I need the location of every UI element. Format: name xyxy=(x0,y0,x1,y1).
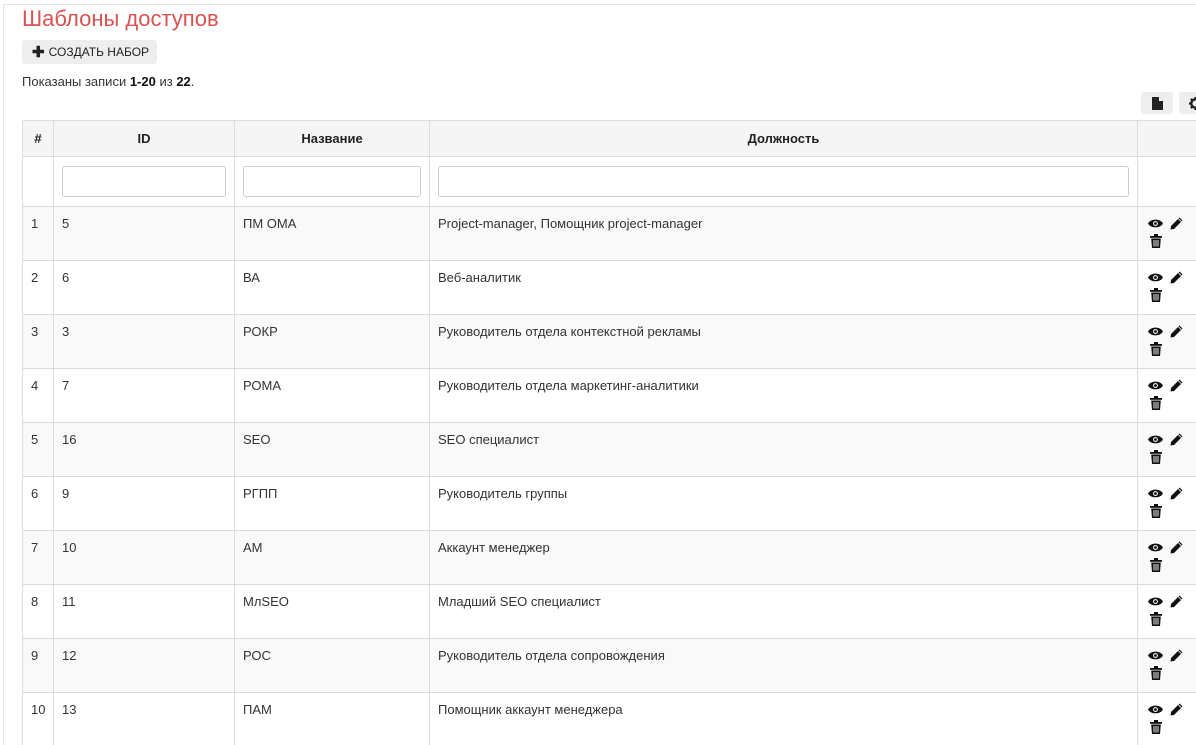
row-name: МлSEO xyxy=(235,585,430,639)
view-eye-icon[interactable] xyxy=(1148,486,1163,501)
table-row xyxy=(23,423,1196,477)
row-actions xyxy=(1138,693,1196,745)
row-num: 10 xyxy=(23,693,54,745)
row-name: РОС xyxy=(235,639,430,693)
row-position: Project-manager, Помощник project-manager xyxy=(430,207,1138,261)
table-header-row xyxy=(23,121,1196,157)
gear-icon xyxy=(1189,97,1196,110)
row-num: 1 xyxy=(23,207,54,261)
view-eye-icon[interactable] xyxy=(1148,540,1163,555)
delete-trash-icon[interactable] xyxy=(1148,503,1163,518)
edit-pencil-icon[interactable] xyxy=(1169,594,1184,609)
table-row xyxy=(23,693,1196,745)
row-num: 4 xyxy=(23,369,54,423)
row-id: 10 xyxy=(54,531,235,585)
row-position: Веб-аналитик xyxy=(430,261,1138,315)
row-position: Помощник аккаунт менеджера xyxy=(430,693,1138,745)
row-position: Руководитель отдела сопровождения xyxy=(430,639,1138,693)
row-num: 8 xyxy=(23,585,54,639)
filter-position-input[interactable] xyxy=(438,166,1129,197)
row-name: АМ xyxy=(235,531,430,585)
left-divider xyxy=(3,4,4,745)
view-eye-icon[interactable] xyxy=(1148,270,1163,285)
edit-pencil-icon[interactable] xyxy=(1169,486,1184,501)
filter-cell-name xyxy=(235,157,430,207)
edit-pencil-icon[interactable] xyxy=(1169,378,1184,393)
row-num: 3 xyxy=(23,315,54,369)
create-set-label: СОЗДАТЬ НАБОР xyxy=(48,45,150,59)
row-id: 6 xyxy=(54,261,235,315)
view-eye-icon[interactable] xyxy=(1148,216,1163,231)
row-id: 7 xyxy=(54,369,235,423)
settings-button[interactable] xyxy=(1179,92,1196,114)
row-actions xyxy=(1138,531,1196,585)
row-actions xyxy=(1138,639,1196,693)
row-actions xyxy=(1138,585,1196,639)
delete-trash-icon[interactable] xyxy=(1148,341,1163,356)
row-position: Младший SEO специалист xyxy=(430,585,1138,639)
row-actions xyxy=(1138,369,1196,423)
row-name: ПМ ОМА xyxy=(235,207,430,261)
row-position: Аккаунт менеджер xyxy=(430,531,1138,585)
summary-range: 1-20 xyxy=(129,74,156,89)
table-row xyxy=(23,477,1196,531)
col-header-name[interactable]: Название xyxy=(235,121,430,157)
filter-name-input[interactable] xyxy=(243,166,421,197)
filter-row xyxy=(23,157,1196,207)
delete-trash-icon[interactable] xyxy=(1148,287,1163,302)
edit-pencil-icon[interactable] xyxy=(1169,432,1184,447)
row-name: ПАМ xyxy=(235,693,430,745)
table-row xyxy=(23,585,1196,639)
row-id: 13 xyxy=(54,693,235,745)
row-num: 2 xyxy=(23,261,54,315)
row-name: РОКР xyxy=(235,315,430,369)
summary-prefix: Показаны записи xyxy=(22,74,130,89)
col-header-num: # xyxy=(23,121,54,157)
edit-pencil-icon[interactable] xyxy=(1169,702,1184,717)
row-id: 5 xyxy=(54,207,235,261)
row-id: 9 xyxy=(54,477,235,531)
summary-middle: из xyxy=(155,74,177,89)
top-divider xyxy=(3,4,1196,5)
row-name: SEO xyxy=(235,423,430,477)
file-icon xyxy=(1152,97,1163,110)
filter-cell-position xyxy=(430,157,1138,207)
row-id: 12 xyxy=(54,639,235,693)
summary-suffix: . xyxy=(190,74,195,89)
row-position: SEO специалист xyxy=(430,423,1138,477)
summary-total: 22 xyxy=(176,74,191,89)
row-position: Руководитель отдела контекстной рекламы xyxy=(430,315,1138,369)
filter-cell-actions xyxy=(1138,157,1196,207)
row-num: 6 xyxy=(23,477,54,531)
filter-cell-num xyxy=(23,157,54,207)
row-actions xyxy=(1138,477,1196,531)
table-row xyxy=(23,207,1196,261)
filter-cell-id xyxy=(54,157,235,207)
edit-pencil-icon[interactable] xyxy=(1169,270,1184,285)
delete-trash-icon[interactable] xyxy=(1148,665,1163,680)
export-button[interactable] xyxy=(1141,92,1173,114)
edit-pencil-icon[interactable] xyxy=(1169,324,1184,339)
view-eye-icon[interactable] xyxy=(1148,648,1163,663)
row-actions xyxy=(1138,315,1196,369)
row-id: 11 xyxy=(54,585,235,639)
edit-pencil-icon[interactable] xyxy=(1169,540,1184,555)
delete-trash-icon[interactable] xyxy=(1148,557,1163,572)
edit-pencil-icon[interactable] xyxy=(1169,648,1184,663)
records-summary xyxy=(22,74,194,89)
row-num: 5 xyxy=(23,423,54,477)
row-num: 9 xyxy=(23,639,54,693)
table-row xyxy=(23,261,1196,315)
row-actions xyxy=(1138,207,1196,261)
row-id: 3 xyxy=(54,315,235,369)
view-eye-icon[interactable] xyxy=(1148,378,1163,393)
table-body xyxy=(23,207,1196,745)
delete-trash-icon[interactable] xyxy=(1148,449,1163,464)
table-row xyxy=(23,531,1196,585)
edit-pencil-icon[interactable] xyxy=(1169,216,1184,231)
table-row xyxy=(23,369,1196,423)
table-row xyxy=(23,315,1196,369)
access-templates-table xyxy=(22,120,1196,745)
row-actions xyxy=(1138,261,1196,315)
delete-trash-icon[interactable] xyxy=(1148,395,1163,410)
col-header-id[interactable]: ID xyxy=(54,121,235,157)
row-position: Руководитель группы xyxy=(430,477,1138,531)
delete-trash-icon[interactable] xyxy=(1148,719,1163,734)
view-eye-icon[interactable] xyxy=(1148,594,1163,609)
create-set-button[interactable] xyxy=(22,40,157,64)
plus-icon: ✚ xyxy=(32,43,45,61)
table-row xyxy=(23,639,1196,693)
view-eye-icon[interactable] xyxy=(1148,432,1163,447)
row-id: 16 xyxy=(54,423,235,477)
row-num: 7 xyxy=(23,531,54,585)
view-eye-icon[interactable] xyxy=(1148,702,1163,717)
page-title: Шаблоны доступов xyxy=(22,6,219,31)
row-name: ВА xyxy=(235,261,430,315)
view-eye-icon[interactable] xyxy=(1148,324,1163,339)
filter-id-input[interactable] xyxy=(62,166,226,197)
row-actions xyxy=(1138,423,1196,477)
row-position: Руководитель отдела маркетинг-аналитики xyxy=(430,369,1138,423)
row-name: РОМА xyxy=(235,369,430,423)
col-header-position[interactable]: Должность xyxy=(430,121,1138,157)
delete-trash-icon[interactable] xyxy=(1148,611,1163,626)
col-header-actions xyxy=(1138,121,1196,157)
row-name: РГПП xyxy=(235,477,430,531)
delete-trash-icon[interactable] xyxy=(1148,233,1163,248)
